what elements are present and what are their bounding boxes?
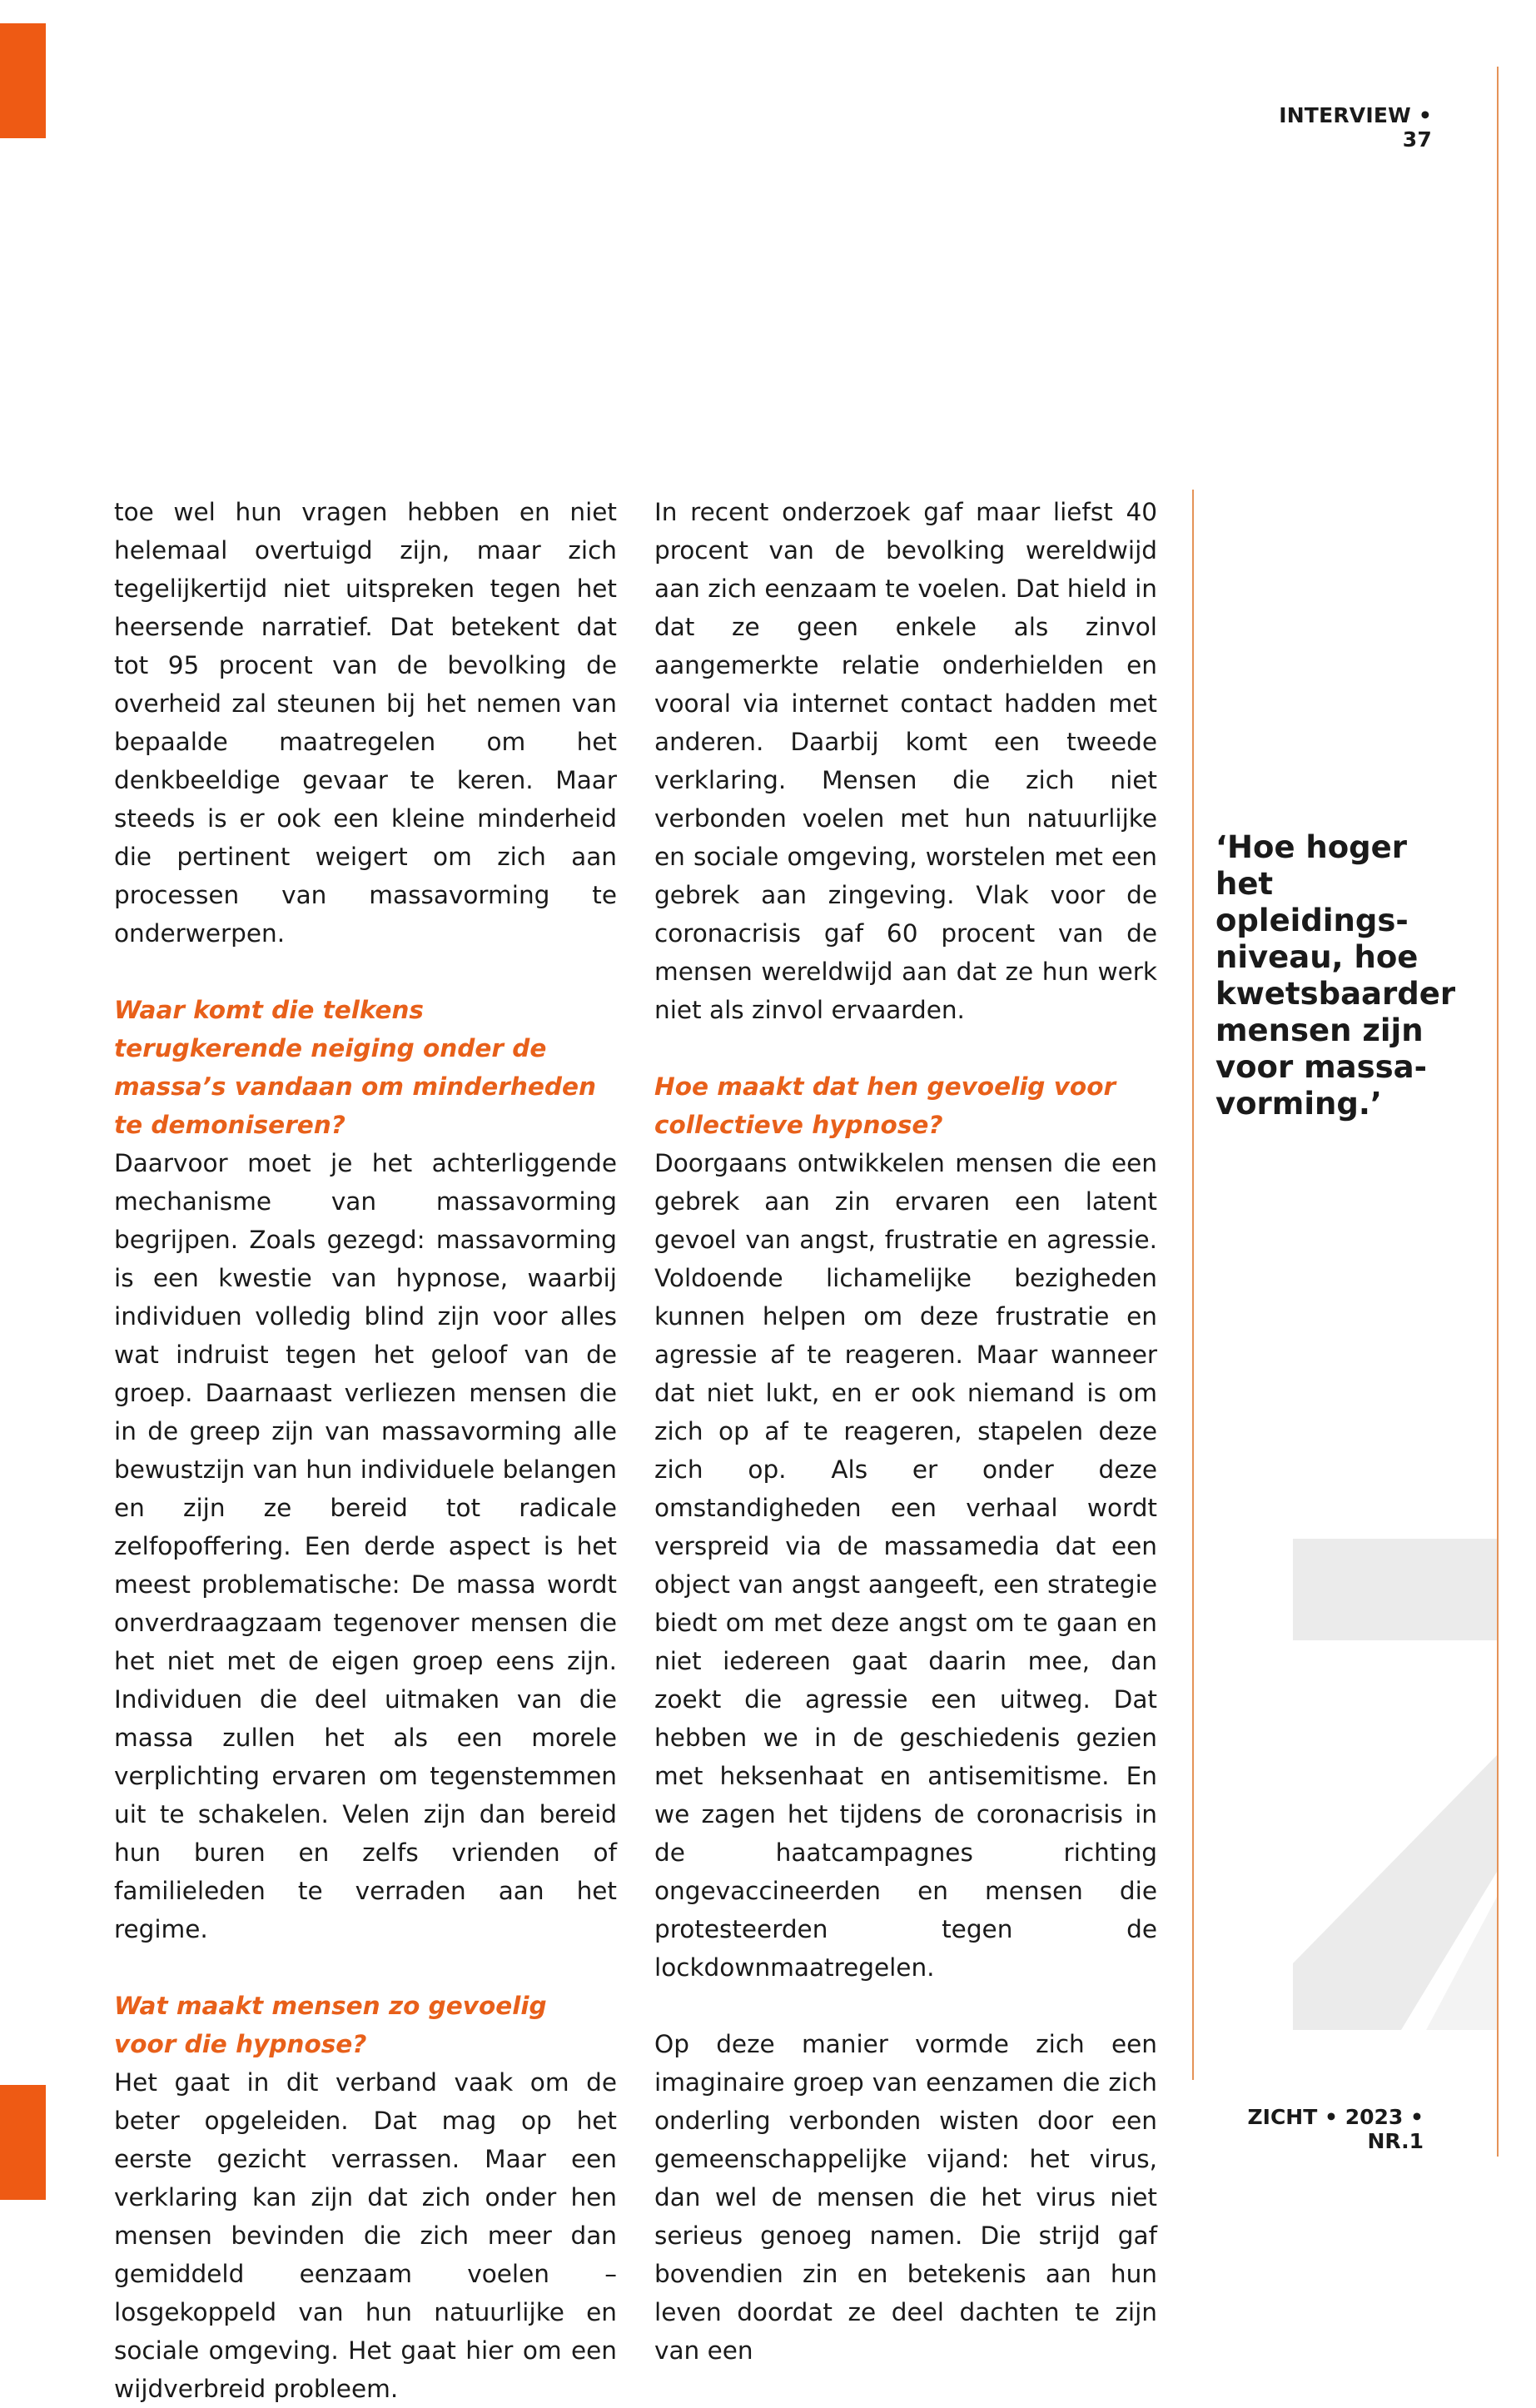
interview-question: Waar komt die telkens terugkerende neiging onder de massa’s vandaan om minderheden te demoniseren? [114,996,596,1139]
page-number: 37 [1402,127,1432,152]
running-footer [1199,2105,1424,2153]
footer-separator: • [1410,2105,1424,2129]
page-edge-rule [1497,67,1499,2157]
column-divider-rule [1192,490,1194,2080]
decorative-z-shape-top [1293,1539,1497,1640]
section-label: INTERVIEW [1279,103,1411,127]
decorative-z-shape [1293,1755,1497,2030]
left-column [114,493,617,2408]
footer-separator: • [1325,2105,1338,2129]
issue-year: 2023 [1345,2105,1404,2129]
interview-question: Wat maakt mensen zo gevoelig voor die hypnose? [114,1992,547,2058]
paragraph: Daarvoor moet je het achterliggende mechanisme van massavorming begrijpen. Zoals gezegd: massavorming is een kwestie van hypnose, waarbij individuen volledig blind zijn voor alles wat indruist tegen het geloof van de groep. Daarnaast verliezen mensen die in de greep zijn van massavorming alle bewustzijn van hun individuele belangen en zijn ze bereid tot radicale zelfopoffering. Een derde aspect is het meest problematische: De massa wordt onverdraagzaam tegenover mensen die het niet met de eigen groep eens zijn. Individuen die deel uitmaken van die massa zullen het als een morele verplichting ervaren om tegenstemmen uit te schakelen. Velen zijn dan bereid hun buren en zelfs vrienden of familieleden te verraden aan het regime. [114,1149,617,1943]
paragraph: toe wel hun vragen hebben en niet helemaal overtuigd zijn, maar zich tegelijkertijd niet uitspreken tegen het heersende narratief. Dat betekent dat tot 95 procent van de bevolking de overheid zal steunen bij het nemen van bepaalde maatregelen om het denkbeeldige gevaar te keren. Maar steeds is er ook een kleine minderheid die pertinent weigert om zich aan processen van massavorming te onderwerpen. [114,498,617,948]
pull-quote: ‘Hoe hoger het opleidings-niveau, hoe kwetsbaarder mensen zijn voor massa-vorming.’ [1215,829,1456,1122]
interview-question: Hoe maakt dat hen gevoelig voor collectieve hypnose? [654,1072,1116,1139]
orange-edge-tab-top [0,23,46,138]
orange-edge-tab-bottom [0,2085,46,2200]
middle-column [654,493,1157,2370]
issue-number: NR.1 [1367,2129,1424,2153]
header-separator: • [1418,103,1432,127]
paragraph: Op deze manier vormde zich een imaginaire groep van eenzamen die zich onderling verbonden wisten door een gemeenschappelijke vijand: het virus, dan wel de mensen die het virus niet serieus genoeg namen. Die strijd gaf bovendien zin en betekenis aan hun leven doordat ze deel dachten te zijn van een [654,2030,1157,2365]
magazine-name: ZICHT [1247,2105,1318,2129]
paragraph: In recent onderzoek gaf maar liefst 40 procent van de bevolking wereldwijd aan zich eenzaam te voelen. Dat hield in dat ze geen enkele als zinvol aangemerkte relatie onderhielden en vooral via internet contact hadden met anderen. Daarbij komt een tweede verklaring. Mensen die zich niet verbonden voelen met hun natuurlijke en sociale omgeving, worstelen met een gebrek aan zingeving. Vlak voor de coronacrisis gaf 60 procent van de mensen wereldwijd aan dat ze hun werk niet als zinvol ervaarden. [654,498,1157,1024]
paragraph: Doorgaans ontwikkelen mensen die een gebrek aan zin ervaren een latent gevoel van angst, frustratie en agressie. Voldoende lichamelijke bezigheden kunnen helpen om deze frustratie en agressie af te reageren. Maar wanneer dat niet lukt, en er ook niemand is om zich op af te reageren, stapelen deze zich op. Als er onder deze omstandigheden een verhaal wordt verspreid via de massamedia dat een object van angst aangeeft, een strategie biedt om met deze angst om te gaan en niet iedereen gaat daarin mee, dan zoekt die agressie een uitweg. Dat hebben we in de geschiedenis gezien met heksenhaat en antisemitisme. En we zagen het tijdens de coronacrisis in de haatcampagnes richting ongevaccineerden en mensen die protesteerden tegen de lockdownmaatregelen. [654,1149,1157,1982]
paragraph: Het gaat in dit verband vaak om de beter opgeleiden. Dat mag op het eerste gezicht verrassen. Maar een verklaring kan zijn dat zich onder hen mensen bevinden die zich meer dan gemiddeld eenzaam voelen – losgekoppeld van hun natuurlijke en sociale omgeving. Het gaat hier om een wijdverbreid probleem. [114,2068,617,2403]
running-header [1265,103,1432,152]
